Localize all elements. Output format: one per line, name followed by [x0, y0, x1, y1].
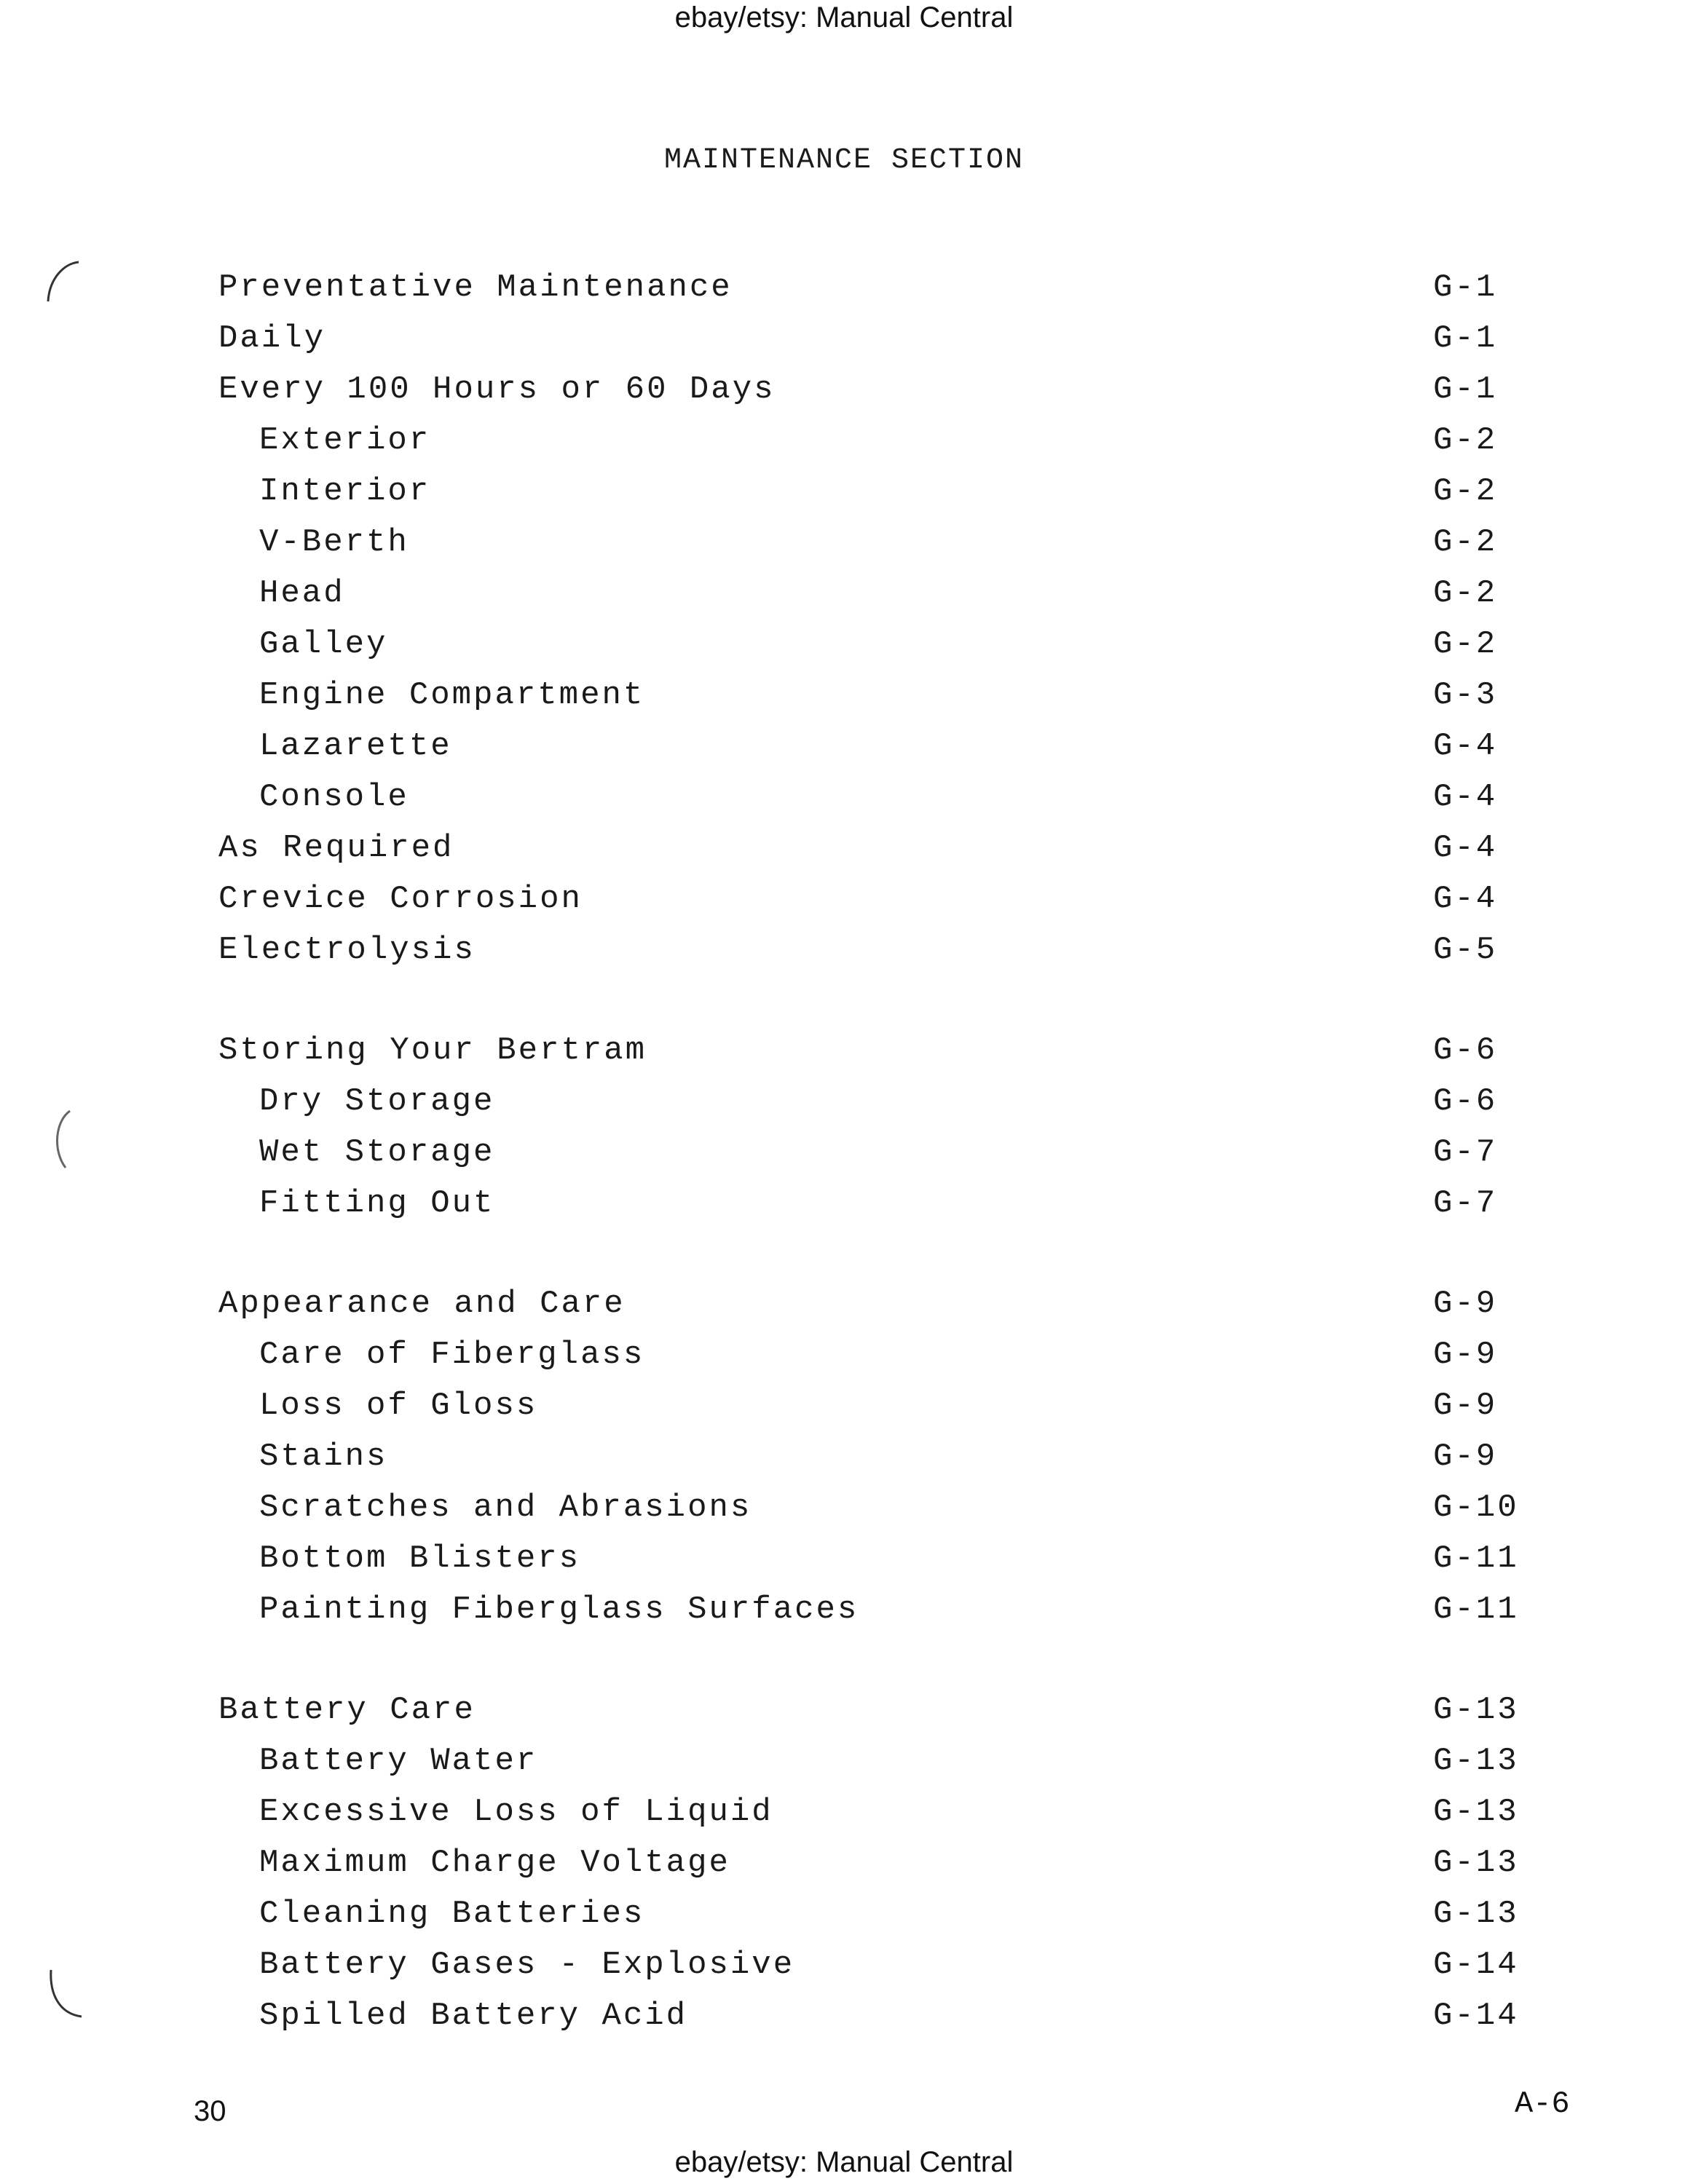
- toc-entry-label: Battery Water: [259, 1743, 538, 1779]
- toc-entry-label: Appearance and Care: [218, 1286, 626, 1322]
- toc-entry-label: Daily: [218, 320, 326, 357]
- toc-entry: [218, 1685, 1522, 1736]
- toc-entry-label: Loss of Gloss: [259, 1388, 538, 1424]
- toc-entry-page: G-14: [1433, 1998, 1519, 2034]
- toc-entry-page: G-5: [1433, 932, 1498, 968]
- toc-entry-page: G-6: [1433, 1032, 1498, 1069]
- toc-entry: [218, 925, 1522, 976]
- toc-subentry: [218, 1584, 1522, 1635]
- toc-entry-label: Bottom Blisters: [259, 1540, 581, 1577]
- toc-entry-page: G-1: [1433, 269, 1498, 306]
- toc-group: [218, 1025, 1522, 1229]
- toc-subentry: [218, 1482, 1522, 1533]
- toc-entry-page: G-6: [1433, 1083, 1498, 1120]
- toc-entry-label: Storing Your Bertram: [218, 1032, 647, 1069]
- toc-entry-label: Excessive Loss of Liquid: [259, 1794, 773, 1830]
- toc-entry-page: G-4: [1433, 830, 1498, 866]
- toc-entry-label: Crevice Corrosion: [218, 881, 583, 917]
- toc-entry-page: G-4: [1433, 728, 1498, 764]
- watermark-top: ebay/etsy: Manual Central: [674, 1, 1014, 33]
- toc-entry-page: G-11: [1433, 1591, 1519, 1628]
- toc-entry-page: G-2: [1433, 626, 1498, 662]
- table-of-contents: [218, 262, 1522, 2091]
- toc-subentry: [218, 1178, 1522, 1229]
- toc-entry-label: Battery Care: [218, 1692, 476, 1728]
- toc-subentry: [218, 466, 1522, 517]
- toc-subentry: [218, 517, 1522, 568]
- toc-entry-label: Engine Compartment: [259, 677, 645, 713]
- toc-entry-page: G-9: [1433, 1286, 1498, 1322]
- toc-subentry: [218, 1837, 1522, 1888]
- toc-entry: [218, 262, 1522, 313]
- toc-subentry: [218, 670, 1522, 721]
- toc-entry-label: Preventative Maintenance: [218, 269, 733, 306]
- toc-entry-page: G-9: [1433, 1439, 1498, 1475]
- toc-entry-page: G-13: [1433, 1896, 1519, 1932]
- toc-entry-page: G-13: [1433, 1692, 1519, 1728]
- toc-entry-page: G-14: [1433, 1947, 1519, 1983]
- toc-entry: [218, 874, 1522, 925]
- toc-subentry: [218, 1990, 1522, 2041]
- toc-entry-page: G-2: [1433, 422, 1498, 459]
- toc-subentry: [218, 1431, 1522, 1482]
- toc-entry: [218, 313, 1522, 364]
- toc-entry-page: G-2: [1433, 473, 1498, 510]
- toc-entry-label: Fitting Out: [259, 1185, 495, 1222]
- toc-entry-label: As Required: [218, 830, 454, 866]
- toc-entry-page: G-4: [1433, 881, 1498, 917]
- toc-entry-page: G-1: [1433, 371, 1498, 408]
- binder-hole-mark-bottom: [45, 1966, 89, 2024]
- toc-entry-label: Electrolysis: [218, 932, 476, 968]
- toc-entry: [218, 1278, 1522, 1329]
- page-number: 30: [194, 2095, 226, 2127]
- toc-entry-label: Stains: [259, 1439, 388, 1475]
- toc-entry: [218, 1025, 1522, 1076]
- toc-subentry: [218, 1888, 1522, 1939]
- toc-entry-page: G-3: [1433, 677, 1498, 713]
- watermark-bottom: ebay/etsy: Manual Central: [674, 2146, 1014, 2178]
- toc-entry-label: Spilled Battery Acid: [259, 1998, 688, 2034]
- page-title: MAINTENANCE SECTION: [663, 144, 1025, 177]
- toc-subentry: [218, 415, 1522, 466]
- toc-entry-label: Exterior: [259, 422, 431, 459]
- toc-entry-page: G-13: [1433, 1794, 1519, 1830]
- toc-subentry: [218, 1380, 1522, 1431]
- toc-entry-page: G-2: [1433, 575, 1498, 612]
- toc-entry-label: Console: [259, 779, 409, 815]
- toc-entry-label: Care of Fiberglass: [259, 1337, 645, 1373]
- binder-hole-mark-middle: [41, 1107, 84, 1172]
- toc-entry-label: Battery Gases - Explosive: [259, 1947, 795, 1983]
- toc-subentry: [218, 1076, 1522, 1127]
- toc-entry-label: Dry Storage: [259, 1083, 495, 1120]
- toc-entry-page: G-4: [1433, 779, 1498, 815]
- toc-group: [218, 1685, 1522, 2041]
- toc-entry-label: Painting Fiberglass Surfaces: [259, 1591, 859, 1628]
- toc-entry-label: Lazarette: [259, 728, 452, 764]
- toc-entry-page: G-9: [1433, 1388, 1498, 1424]
- toc-entry-page: G-10: [1433, 1489, 1519, 1526]
- toc-entry-page: G-7: [1433, 1134, 1498, 1171]
- toc-entry-page: G-7: [1433, 1185, 1498, 1222]
- toc-subentry: [218, 1533, 1522, 1584]
- toc-entry-page: G-2: [1433, 524, 1498, 561]
- binder-hole-mark-top: [42, 256, 86, 307]
- toc-entry: [218, 823, 1522, 874]
- toc-entry-page: G-1: [1433, 320, 1498, 357]
- toc-entry-label: Cleaning Batteries: [259, 1896, 645, 1932]
- toc-entry-page: G-13: [1433, 1743, 1519, 1779]
- toc-entry-label: V-Berth: [259, 524, 409, 561]
- toc-subentry: [218, 1329, 1522, 1380]
- toc-group: [218, 262, 1522, 976]
- toc-entry-label: Galley: [259, 626, 388, 662]
- toc-entry-label: Every 100 Hours or 60 Days: [218, 371, 776, 408]
- toc-subentry: [218, 772, 1522, 823]
- toc-subentry: [218, 568, 1522, 619]
- toc-group: [218, 1278, 1522, 1635]
- toc-subentry: [218, 1736, 1522, 1787]
- toc-subentry: [218, 721, 1522, 772]
- section-code: A-6: [1515, 2086, 1570, 2121]
- toc-entry-page: G-13: [1433, 1845, 1519, 1881]
- toc-entry-label: Wet Storage: [259, 1134, 495, 1171]
- toc-entry-label: Interior: [259, 473, 431, 510]
- toc-subentry: [218, 1787, 1522, 1837]
- toc-entry-page: G-9: [1433, 1337, 1498, 1373]
- toc-entry-label: Scratches and Abrasions: [259, 1489, 752, 1526]
- toc-entry: [218, 364, 1522, 415]
- toc-entry-page: G-11: [1433, 1540, 1519, 1577]
- toc-subentry: [218, 1939, 1522, 1990]
- toc-subentry: [218, 619, 1522, 670]
- toc-entry-label: Maximum Charge Voltage: [259, 1845, 730, 1881]
- toc-subentry: [218, 1127, 1522, 1178]
- toc-entry-label: Head: [259, 575, 345, 612]
